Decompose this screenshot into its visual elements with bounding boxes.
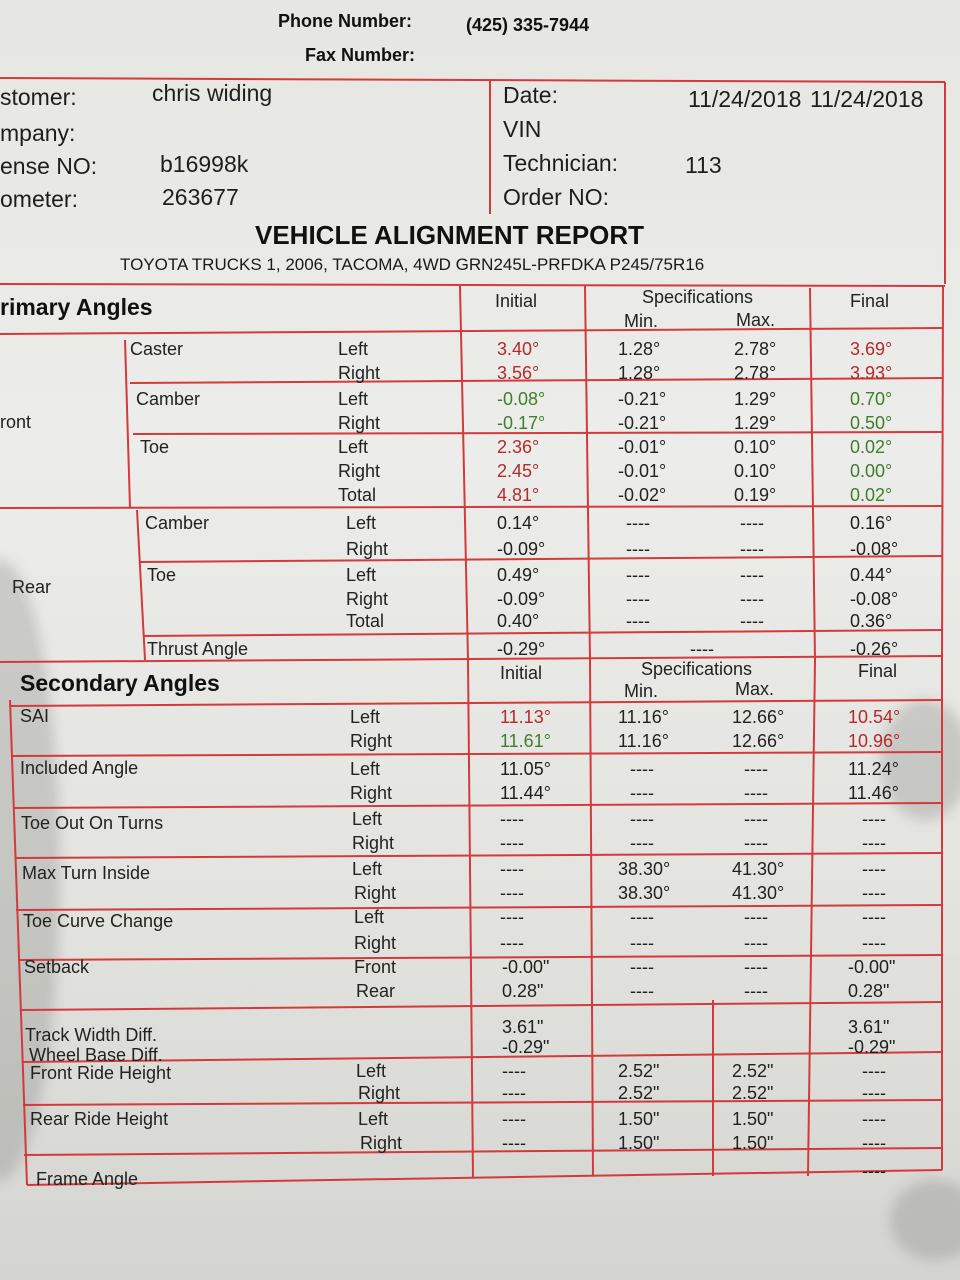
- row-side-label: Right: [352, 833, 395, 853]
- spec-min-value: ----: [630, 933, 654, 953]
- spec-max-value: 41.30°: [732, 859, 785, 879]
- initial-value: ----: [502, 1109, 526, 1129]
- final-value: ----: [862, 907, 886, 927]
- row-side-label: Left: [346, 565, 377, 585]
- spec-max-value: 41.30°: [732, 883, 785, 903]
- row-group-label: Camber: [136, 389, 201, 409]
- final-value: ----: [862, 1061, 886, 1081]
- company-label: mpany:: [0, 120, 76, 146]
- final-value: ----: [862, 933, 886, 953]
- spec-max-value: ----: [740, 513, 764, 533]
- spec-min-value: -0.01°: [618, 461, 667, 481]
- spec-min-value: -0.02°: [618, 485, 667, 505]
- initial-value: 0.49°: [497, 565, 540, 585]
- spec-min-value: ----: [630, 907, 654, 927]
- final-value: 0.70°: [850, 389, 893, 409]
- final-value: ----: [862, 1161, 886, 1181]
- row-side-label: Left: [338, 339, 369, 359]
- row-group-label: Track Width Diff.: [25, 1025, 158, 1045]
- initial-value: -0.29°: [497, 639, 546, 659]
- col-specifications-secondary: Specifications: [641, 659, 753, 679]
- spec-max-value: ----: [744, 981, 768, 1001]
- rear-label: Rear: [12, 577, 52, 597]
- col-initial-secondary: Initial: [500, 663, 543, 683]
- spec-max-value: 1.29°: [734, 389, 777, 409]
- date-value-1: 11/24/2018: [688, 86, 802, 112]
- initial-value: ----: [500, 933, 524, 953]
- spec-max-value: 2.78°: [734, 363, 777, 383]
- initial-value: ----: [502, 1133, 526, 1153]
- final-value: 10.96°: [848, 731, 901, 751]
- spec-min-value: 38.30°: [618, 859, 671, 879]
- spec-min-value: 2.52": [618, 1083, 660, 1103]
- technician-label: Technician:: [503, 150, 619, 176]
- date-label: Date:: [503, 82, 558, 108]
- report-title: VEHICLE ALIGNMENT REPORT: [255, 220, 645, 250]
- final-value: 0.36°: [850, 611, 893, 631]
- initial-value: 0.28": [502, 981, 544, 1001]
- spec-min-value: ----: [630, 833, 654, 853]
- spec-min-value: -0.01°: [618, 437, 667, 457]
- col-final-secondary: Final: [858, 661, 898, 681]
- initial-value: -0.17°: [497, 413, 546, 433]
- initial-value: -0.09°: [497, 589, 546, 609]
- row-group-label: Toe: [140, 437, 170, 457]
- row-side-label: Front: [354, 957, 397, 977]
- final-value: 0.28": [848, 981, 890, 1001]
- secondary-angles-title: Secondary Angles: [20, 670, 220, 696]
- odometer-label: ometer:: [0, 186, 78, 212]
- initial-value: ----: [502, 1061, 526, 1081]
- row-group-label: SAI: [20, 706, 50, 726]
- spec-min-value: ----: [626, 565, 650, 585]
- technician-value: 113: [685, 152, 722, 178]
- spec-max-value: 12.66°: [732, 707, 785, 727]
- initial-value: -0.08°: [497, 389, 546, 409]
- initial-value: 11.05°: [500, 759, 551, 779]
- initial-value: -0.29": [502, 1037, 550, 1057]
- row-side-label: Left: [352, 859, 383, 879]
- final-value: 0.50°: [850, 413, 893, 433]
- spec-max-value: 12.66°: [732, 731, 785, 751]
- final-value: 11.46°: [848, 783, 899, 803]
- row-side-label: Rear: [356, 981, 396, 1001]
- row-side-label: Right: [360, 1133, 403, 1153]
- spec-max-value: 2.78°: [734, 339, 777, 359]
- row-side-label: Right: [350, 783, 393, 803]
- spec-max-value: ----: [744, 957, 768, 977]
- spec-max-value: ----: [740, 611, 764, 631]
- final-value: 0.02°: [850, 485, 893, 505]
- license-value: b16998k: [160, 151, 249, 177]
- initial-value: 2.45°: [497, 461, 540, 481]
- final-value: ----: [862, 1083, 886, 1103]
- initial-value: 2.36°: [497, 437, 540, 457]
- spec-min-value: 38.30°: [618, 883, 671, 903]
- date-value-2: 11/24/2018: [810, 86, 924, 112]
- spec-max-value: 2.52": [732, 1061, 774, 1081]
- row-side-label: Left: [338, 389, 369, 409]
- front-label: ront: [0, 412, 32, 432]
- vin-label: VIN: [503, 116, 542, 142]
- row-group-label: Toe Curve Change: [23, 911, 174, 931]
- final-value: 3.61": [848, 1017, 890, 1037]
- spec-min-value: ----: [626, 539, 650, 559]
- final-value: 3.69°: [850, 339, 893, 359]
- initial-value: ----: [502, 1083, 526, 1103]
- spec-min-value: 11.16°: [618, 731, 669, 751]
- license-label: ense NO:: [0, 153, 98, 179]
- spec-min-value: 1.50": [618, 1109, 660, 1129]
- spec-max-value: ----: [744, 809, 768, 829]
- initial-value: ----: [500, 833, 524, 853]
- spec-min-value: 1.28°: [618, 339, 661, 359]
- row-side-label: Right: [346, 539, 389, 559]
- col-final: Final: [850, 291, 890, 311]
- spec-min-value: 2.52": [618, 1061, 660, 1081]
- initial-value: ----: [500, 883, 524, 903]
- row-side-label: Left: [346, 513, 377, 533]
- spec-max-value: 0.10°: [734, 437, 777, 457]
- row-side-label: Left: [356, 1061, 387, 1081]
- final-value: -0.00": [848, 957, 896, 977]
- row-group-label: Toe: [147, 565, 177, 585]
- row-side-label: Total: [346, 611, 385, 631]
- row-side-label: Right: [354, 933, 397, 953]
- customer-value: chris widing: [152, 80, 273, 106]
- row-group-label: Frame Angle: [36, 1169, 139, 1189]
- customer-label: stomer:: [0, 84, 77, 110]
- spec-min-value: ----: [630, 957, 654, 977]
- row-group-label: Included Angle: [20, 758, 139, 778]
- col-initial: Initial: [495, 291, 538, 311]
- final-value: ----: [862, 1133, 886, 1153]
- row-side-label: Right: [350, 731, 393, 751]
- row-side-label: Left: [338, 437, 369, 457]
- row-group-label: Max Turn Inside: [22, 863, 151, 883]
- spec-max-value: 1.50": [732, 1133, 774, 1153]
- phone-label: Phone Number:: [278, 11, 413, 31]
- final-value: 11.24°: [848, 759, 899, 779]
- row-side-label: Right: [358, 1083, 401, 1103]
- spec-max-value: ----: [744, 783, 768, 803]
- initial-value: 0.40°: [497, 611, 540, 631]
- final-value: -0.08°: [850, 589, 899, 609]
- vehicle-description: TOYOTA TRUCKS 1, 2006, TACOMA, 4WD GRN245L-PRFDKA P245/75R16: [120, 255, 705, 274]
- order-label: Order NO:: [503, 184, 610, 210]
- row-side-label: Right: [354, 883, 397, 903]
- final-value: 0.02°: [850, 437, 893, 457]
- initial-value: ----: [500, 907, 524, 927]
- spec-min-value: -0.21°: [618, 389, 667, 409]
- initial-value: 0.14°: [497, 513, 540, 533]
- initial-value: 11.61°: [500, 731, 551, 751]
- fax-label: Fax Number:: [305, 45, 416, 65]
- spec-min-value: -0.21°: [618, 413, 667, 433]
- primary-angles-title: rimary Angles: [0, 294, 153, 320]
- row-group-label: Rear Ride Height: [30, 1109, 169, 1129]
- col-max: Max.: [736, 310, 776, 330]
- spec-max-value: ----: [690, 639, 714, 659]
- spec-max-value: 0.19°: [734, 485, 777, 505]
- row-group-label: Front Ride Height: [30, 1063, 172, 1083]
- final-value: -0.08°: [850, 539, 899, 559]
- phone-value: (425) 335-7944: [466, 15, 590, 35]
- final-value: -0.29": [848, 1037, 896, 1057]
- row-group-label: Thrust Angle: [147, 639, 249, 659]
- spec-max-value: 2.52": [732, 1083, 774, 1103]
- spec-max-value: ----: [740, 539, 764, 559]
- spec-max-value: 1.29°: [734, 413, 777, 433]
- final-value: -0.26°: [850, 639, 899, 659]
- final-value: 0.00°: [850, 461, 893, 481]
- spec-min-value: ----: [626, 611, 650, 631]
- spec-max-value: ----: [744, 833, 768, 853]
- row-side-label: Left: [358, 1109, 389, 1129]
- row-group-label: Wheel Base Diff.: [29, 1045, 163, 1065]
- initial-value: ----: [500, 809, 524, 829]
- row-side-label: Left: [350, 707, 381, 727]
- initial-value: -0.00": [502, 957, 550, 977]
- row-side-label: Left: [350, 759, 381, 779]
- odometer-value: 263677: [162, 184, 239, 210]
- final-value: ----: [862, 883, 886, 903]
- spec-min-value: ----: [630, 981, 654, 1001]
- final-value: 0.44°: [850, 565, 893, 585]
- row-side-label: Right: [346, 589, 389, 609]
- spec-min-value: 1.28°: [618, 363, 661, 383]
- col-max-secondary: Max.: [735, 679, 775, 699]
- final-value: 10.54°: [848, 707, 901, 727]
- initial-value: 3.61": [502, 1017, 544, 1037]
- row-side-label: Left: [352, 809, 383, 829]
- final-value: 3.93°: [850, 363, 893, 383]
- spec-max-value: ----: [744, 759, 768, 779]
- spec-max-value: ----: [744, 907, 768, 927]
- spec-min-value: ----: [626, 589, 650, 609]
- final-value: ----: [862, 1109, 886, 1129]
- initial-value: 3.40°: [497, 339, 540, 359]
- final-value: 0.16°: [850, 513, 893, 533]
- initial-value: 4.81°: [497, 485, 540, 505]
- initial-value: 11.13°: [500, 707, 551, 727]
- spec-min-value: ----: [630, 759, 654, 779]
- spec-max-value: ----: [740, 589, 764, 609]
- row-side-label: Right: [338, 413, 381, 433]
- row-side-label: Right: [338, 363, 381, 383]
- row-group-label: Setback: [24, 957, 90, 977]
- spec-min-value: 1.50": [618, 1133, 660, 1153]
- final-value: ----: [862, 809, 886, 829]
- spec-min-value: ----: [630, 783, 654, 803]
- row-side-label: Right: [338, 461, 381, 481]
- final-value: ----: [862, 859, 886, 879]
- spec-min-value: ----: [626, 513, 650, 533]
- row-group-label: Camber: [145, 513, 210, 533]
- spec-max-value: 0.10°: [734, 461, 777, 481]
- spec-max-value: 1.50": [732, 1109, 774, 1129]
- spec-min-value: 11.16°: [618, 707, 669, 727]
- col-min-secondary: Min.: [624, 681, 659, 701]
- initial-value: -0.09°: [497, 539, 546, 559]
- col-min: Min.: [624, 311, 659, 331]
- spec-min-value: ----: [630, 809, 654, 829]
- row-group-label: Caster: [130, 339, 184, 359]
- row-side-label: Left: [354, 907, 385, 927]
- spec-max-value: ----: [744, 933, 768, 953]
- initial-value: ----: [500, 859, 524, 879]
- initial-value: 11.44°: [500, 783, 551, 803]
- row-side-label: Total: [338, 485, 377, 505]
- initial-value: 3.56°: [497, 363, 540, 383]
- spec-max-value: ----: [740, 565, 764, 585]
- row-group-label: Toe Out On Turns: [21, 813, 164, 833]
- col-specifications: Specifications: [642, 287, 754, 307]
- final-value: ----: [862, 833, 886, 853]
